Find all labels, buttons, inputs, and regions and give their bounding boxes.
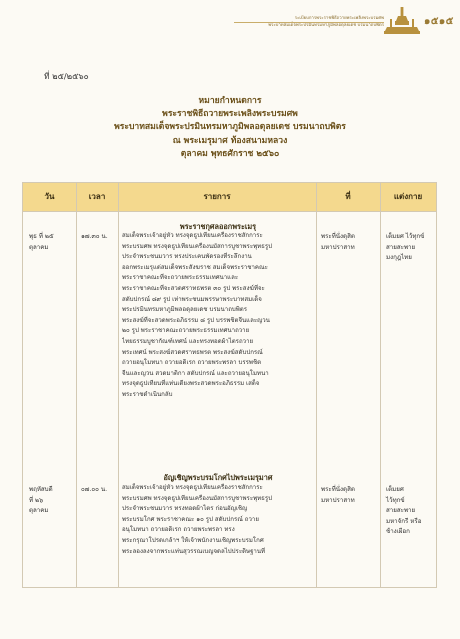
title-line: ณ พระเมรุมาศ ท้องสนามหลวง [172,135,288,146]
day-line: ที่ ๒๖ [29,496,44,504]
detail-line: อนุโมทนา ถวายอดิเรก ถวายพระพรลา ทรง [122,526,235,534]
detail-line: พระกรุณาโปรดเกล้าฯ ให้เจ้าพนักงานเชิญพระบรมโกศ [122,536,264,544]
detail-line: สดับปกรณ์ ๘๙ รูป เท่าพระชนมพรรษาพระบาทสมเด็จ [122,295,262,303]
row2-event-details [122,483,316,557]
detail-line: จีนและญวน สวดมาติกา สดับปกรณ์ และถวายอนุโมทนา [122,369,269,377]
row1-day [29,232,54,253]
attire-line: ไว้ทุกข์ [386,496,405,504]
row2-time: ๐๗.๐๐ น. [81,486,108,493]
place-line: มหาปราสาท [321,496,355,504]
attire-line: ช้างเผือก [386,528,410,535]
col-header-day: วัน [44,192,55,201]
place-line: มหาปราสาท [321,243,355,251]
row1-event-details [122,231,316,401]
row2-day [29,485,53,517]
detail-line: พระราชาคณะที่จะสวดศราทธพรต ๓๐ รูป พระสงฆ์ที่จะ [122,284,265,292]
title-line: พระบาทสมเด็จพระปรมินทรมหาภูมิพลอดุลยเดช บรมนาถบพิตร [114,122,346,133]
detail-line: พระลองลงจากพระแท่นสุวรรณเบญจดลไปประดิษฐานที่ [122,547,266,555]
place-line: พระที่นั่งดุสิต [321,486,355,493]
detail-line: พระสงฆ์ที่จะสวดพระอภิธรรม ๘ รูป บรรพชิตจีนและญวน [122,316,270,324]
attire-line: สายสะพาย [386,507,416,514]
page-header [0,0,460,40]
detail-line: พระบรมศพ ทรงจุดธูปเทียนเครื่องนมัสการบูชาพระพุทธรูป [122,494,272,502]
schedule-table [22,182,437,588]
col-header-attire: แต่งกาย [393,192,423,201]
day-line: ตุลาคม [29,243,49,251]
column-divider [380,183,381,587]
detail-line: ประจำพระชนมวาร ทรงประเคนพัดรองที่ระลึกงาน [122,253,252,261]
column-divider [316,183,317,587]
detail-line: พระปรมินทรมหาภูมิพลอดุลยเดช บรมนาถบพิตร [122,306,248,314]
col-header-place: ที่ [345,192,351,201]
page-number: ๑๕๑๕ [424,16,454,27]
row1-time: ๑๗.๓๐ น. [81,233,108,240]
header-line-1: ระเบียบการพระราชพิธีถวายพระเพลิงพระบรมศพ [294,16,384,21]
row1-attire [386,232,424,264]
row2-place [321,485,355,506]
col-header-time: เวลา [88,192,106,201]
attire-line: สายสะพาย [386,243,416,251]
detail-line: ประจำพระชนมวาร ทรงทอดผ้าไตร ก่อนอัญเชิญ [122,505,248,513]
detail-line: สมเด็จพระเจ้าอยู่หัว ทรงจุดธูปเทียนเครื่องราชสักการะ [122,484,263,491]
detail-line: ออกพระเมรุแด่สมเด็จพระสังฆราช สมเด็จพระราชาคณะ [122,263,268,271]
attire-line: มหาจักรี หรือ [386,517,422,525]
detail-line: สมเด็จพระเจ้าอยู่หัว ทรงจุดธูปเทียนเครื่องราชสักการะ [122,232,263,239]
title-line: ตุลาคม พุทธศักราช ๒๕๖๐ [180,148,280,159]
crematorium-emblem-icon [384,6,420,36]
attire-line: เต็มยศ [386,486,404,493]
detail-line: ไทยธรรมบูชากัณฑ์เทศน์ และทรงทอดผ้าไตรถวาย [122,337,254,345]
attire-line: มงกุฎไทย [386,254,412,261]
title-block [60,95,400,161]
detail-line: ทรงจุดธูปเทียนที่แท่นเตียงพระสวดพระอภิธรรม เสด็จ [122,380,260,388]
day-line: พุธ ที่ ๒๕ [29,233,54,240]
detail-line: พระบรมศพ ทรงจุดธูปเทียนเครื่องนมัสการบูชาพระพุทธรูป [122,242,272,250]
row1-place [321,232,355,253]
day-line: พฤหัสบดี [29,486,53,493]
col-header-event: รายการ [203,192,231,201]
document-number: ที่ ๒๕/๒๕๖๐ [44,71,89,81]
detail-line: พระเทศน์ พระสงฆ์สวดศราทธพรต พระสงฆ์สดับปกรณ์ [122,348,263,356]
detail-line: พระบรมโกศ พระราชาคณะ ๑๐ รูป สดับปกรณ์ ถวาย [122,515,259,523]
attire-line: เต็มยศ ไว้ทุกข์ [386,233,425,240]
table-header-row [23,183,436,212]
title-line: หมายกำหนดการ [198,96,262,106]
column-divider [76,183,77,587]
header-line-2: พระบาทสมเด็จพระปรมินทรมหาภูมิพลอดุลยเดช บรมนาถบพิตร [268,23,384,28]
header-rule [234,22,384,23]
row1-event-title: พระราชกุศลออกพระเมรุ [179,222,257,231]
detail-line: พระราชดำเนินกลับ [122,390,173,398]
day-line: ตุลาคม [29,507,49,514]
detail-line: ๒๐ รูป พระราชาคณะถวายพระธรรมเทศนาถวาย [122,327,250,335]
column-divider [118,183,119,587]
title-line: พระราชพิธีถวายพระเพลิงพระบรมศพ [162,109,298,120]
row2-attire [386,485,421,538]
place-line: พระที่นั่งดุสิต [321,233,355,240]
detail-line: พระราชาคณะที่จะถวายพระธรรมเทศนาและ [122,274,239,282]
row2-event-title: อัญเชิญพระบรมโกศไปพระเมรุมาศ [163,473,273,482]
detail-line: ถวายอนุโมทนา ถวายอดิเรก ถวายพระพรลา บรรพชิต [122,359,262,367]
